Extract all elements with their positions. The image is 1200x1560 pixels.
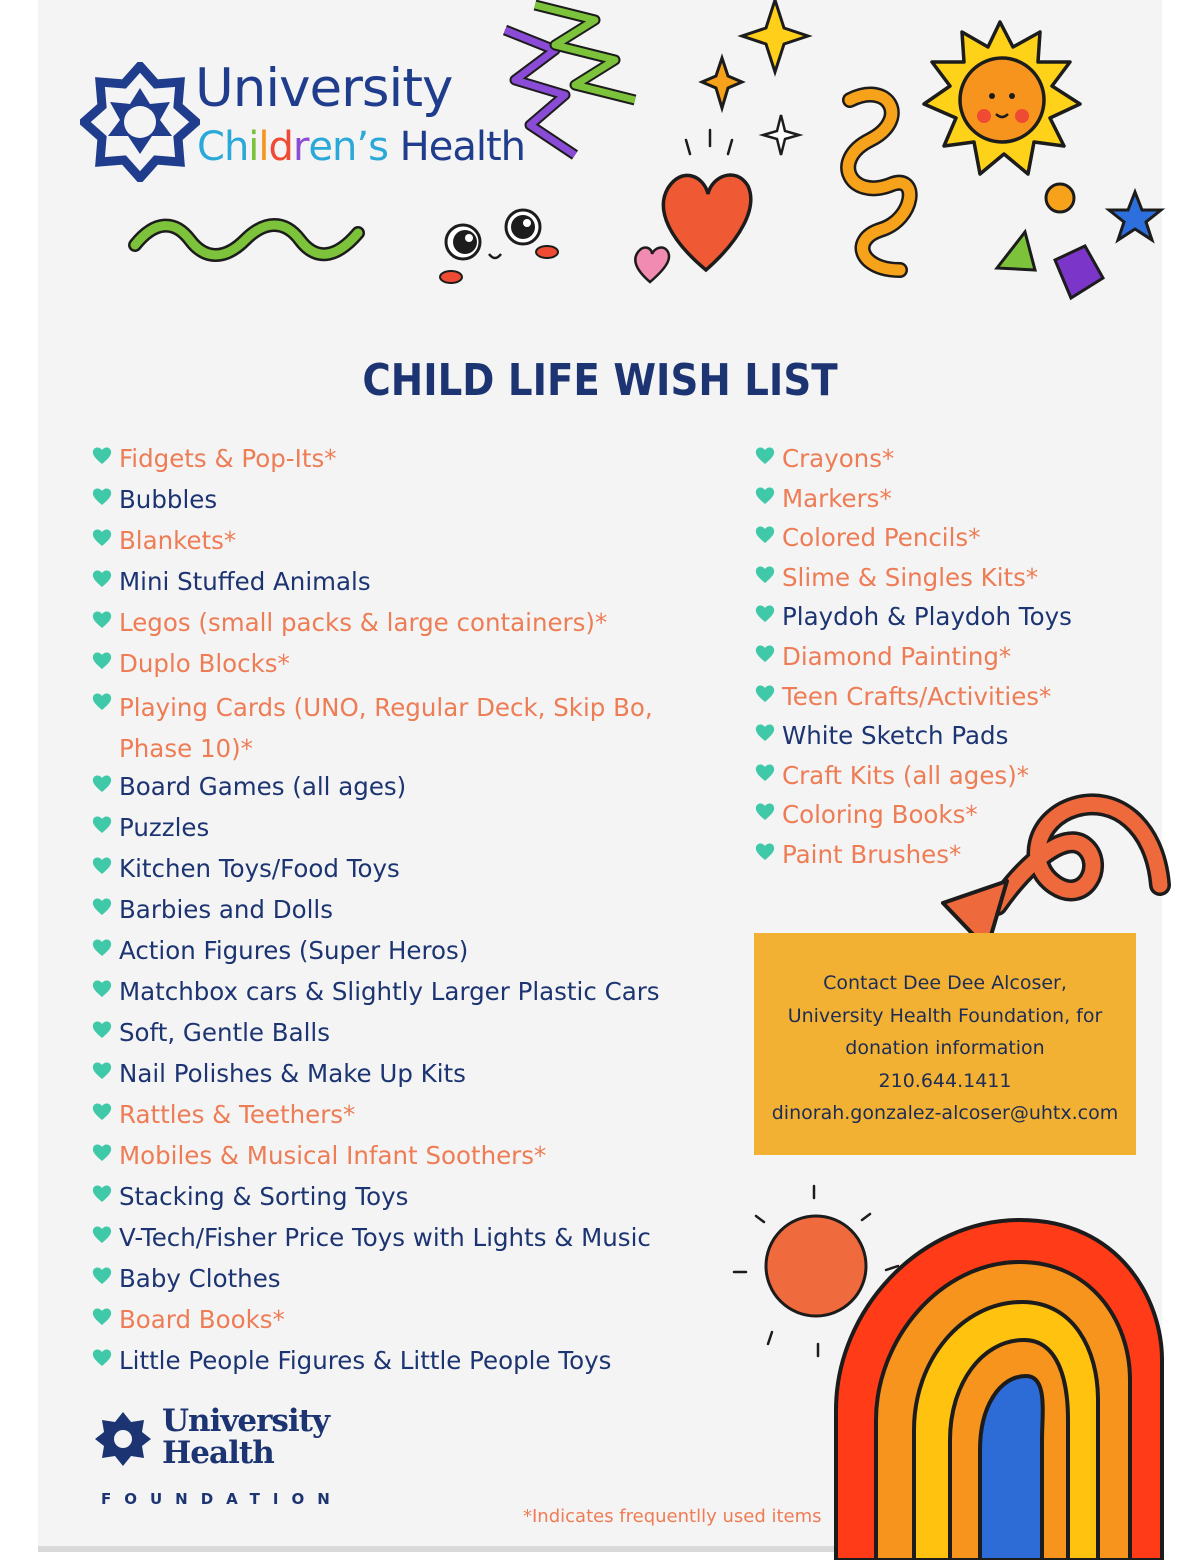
wish-list-item (92, 892, 679, 933)
contact-email[interactable]: dinorah.gonzalez-alcoser@uhtx.com (771, 1102, 1119, 1124)
brand-letter: i (248, 124, 259, 170)
wish-list-item-label: Rattles & Teethers* (119, 1100, 356, 1129)
wish-list-item-label: Blankets* (119, 526, 237, 555)
heart-bullet-icon (92, 855, 112, 875)
green-squiggle-icon (130, 215, 365, 265)
wish-list-item (755, 520, 1072, 560)
wish-list-item-label: Slime & Singles Kits* (782, 562, 1039, 592)
wish-list-item-label: Playdoh & Playdoh Toys (782, 602, 1072, 632)
heart-bullet-icon (755, 603, 775, 623)
wish-list-item (92, 851, 679, 892)
foundation-name (162, 1405, 329, 1469)
heart-bullet-icon (92, 1060, 112, 1080)
heart-bullet-icon (755, 564, 775, 584)
heart-bullet-icon (92, 1265, 112, 1285)
heart-bullet-icon (755, 762, 775, 782)
wish-list-item (92, 769, 679, 810)
brand-letter: n (332, 124, 357, 170)
wish-list-item (92, 1220, 679, 1261)
wish-list-item (92, 687, 679, 769)
heart-bullet-icon (755, 801, 775, 821)
wish-list-item (755, 560, 1072, 600)
heart-bullet-icon (755, 683, 775, 703)
heart-bullet-icon (755, 524, 775, 544)
brand-health-word: Health (399, 124, 525, 170)
wish-list-item-label: Matchbox cars & Slightly Larger Plastic Cars (119, 977, 660, 1006)
contact-line-2: University Health Foundation, for (787, 1004, 1103, 1027)
heart-bullet-icon (755, 485, 775, 505)
contact-box (754, 933, 1136, 1155)
heart-bullet-icon (92, 527, 112, 547)
wish-list-item-label: Craft Kits (all ages)* (782, 760, 1029, 790)
wish-list-item-label: Mini Stuffed Animals (119, 567, 371, 596)
brand-letter: s (368, 124, 388, 170)
university-health-logo-icon (94, 1410, 152, 1468)
foundation-name-line2: Health (162, 1435, 274, 1471)
heart-bullet-icon (92, 445, 112, 465)
children-health-logo-icon (80, 62, 200, 182)
wish-list-item-label: Kitchen Toys/Food Toys (119, 854, 400, 883)
wish-list-item (92, 605, 679, 646)
heart-bullet-icon (92, 978, 112, 998)
heart-bullet-icon (92, 1224, 112, 1244)
wish-list-item-label: Board Games (all ages) (119, 772, 407, 801)
brand-letter: h (223, 124, 249, 170)
wish-list-item-label: Bubbles (119, 485, 218, 514)
heart-bullet-icon (92, 691, 112, 711)
contact-phone[interactable]: 210.644.1411 (878, 1069, 1012, 1092)
rainbow-icon (830, 1200, 1170, 1560)
wish-list-item-label: Little People Figures & Little People Toys (119, 1346, 612, 1375)
wish-list-item-label: Paint Brushes* (782, 839, 962, 869)
shapes-doodle-icon (995, 180, 1165, 305)
small-sparkle-icon (763, 115, 799, 155)
wish-list-item (92, 441, 679, 482)
contact-line-1: Contact Dee Dee Alcoser, (823, 972, 1067, 994)
wish-list-item (92, 1343, 679, 1384)
wish-list-item-label: Fidgets & Pop-Its* (119, 444, 337, 473)
heart-bullet-icon (92, 937, 112, 957)
wish-list-item (755, 481, 1072, 521)
wish-list-item (92, 1097, 679, 1138)
wish-list-item-label: Board Books* (119, 1305, 285, 1334)
page-title: CHILD LIFE WISH LIST (362, 355, 838, 406)
wish-list-item (755, 679, 1072, 719)
contact-line-3: donation information (845, 1037, 1045, 1059)
wish-list-item (92, 564, 679, 605)
heart-bullet-icon (92, 486, 112, 506)
wish-list-item-label: Markers* (782, 483, 892, 513)
cute-face-icon (433, 202, 563, 287)
heart-bullet-icon (755, 841, 775, 861)
zigzag-lines-icon (495, 0, 645, 160)
heart-bullet-icon (92, 896, 112, 916)
wish-list-item (92, 482, 679, 523)
wish-list-item (755, 441, 1072, 481)
brand-letter: e (308, 124, 332, 170)
wish-list-item-label: Playing Cards (UNO, Regular Deck, Skip Bo, Phase 10)* (119, 693, 653, 763)
wish-list-item (92, 933, 679, 974)
heart-bullet-icon (92, 814, 112, 834)
wish-list-item (92, 1015, 679, 1056)
sparkle-stars-icon (700, 0, 810, 120)
brand-letter: C (197, 124, 224, 170)
wish-list-item-label: Diamond Painting* (782, 641, 1012, 671)
heart-bullet-icon (92, 1347, 112, 1367)
heart-bullet-icon (92, 609, 112, 629)
heart-bullet-icon (755, 445, 775, 465)
heart-bullet-icon (92, 650, 112, 670)
wish-list-item (92, 974, 679, 1015)
wish-list-item (755, 639, 1072, 679)
wish-list-item-label: Baby Clothes (119, 1264, 281, 1293)
sun-face-icon (918, 22, 1083, 182)
wish-list-item (755, 718, 1072, 758)
wish-list-item-label: Crayons* (782, 444, 895, 473)
wish-list-item (92, 1056, 679, 1097)
wish-list-item-label: Soft, Gentle Balls (119, 1018, 330, 1047)
wish-list-item-label: Action Figures (Super Heros) (119, 936, 469, 965)
footnote: *Indicates frequentlly used items (523, 1506, 822, 1527)
wish-list-item-label: Teen Crafts/Activities* (782, 681, 1052, 711)
brand-letter: ’ (356, 124, 369, 170)
heart-bullet-icon (92, 1306, 112, 1326)
wish-list-item (755, 599, 1072, 639)
heart-bullet-icon (92, 568, 112, 588)
brand-letter: r (292, 124, 309, 170)
wish-list-item (92, 646, 679, 687)
heart-bullet-icon (92, 1142, 112, 1162)
wish-list-item-label: Coloring Books* (782, 800, 978, 830)
wish-list-item (92, 1179, 679, 1220)
brand-subtitle (197, 124, 525, 170)
wish-list-item-label: Duplo Blocks* (119, 649, 290, 678)
hearts-icon (630, 120, 760, 290)
wish-list-left (92, 441, 679, 1384)
heart-bullet-icon (755, 722, 775, 742)
wish-list-item (92, 810, 679, 851)
heart-bullet-icon (92, 1101, 112, 1121)
wish-list-item (92, 1302, 679, 1343)
heart-bullet-icon (92, 1183, 112, 1203)
foundation-name-line1: University (162, 1403, 329, 1439)
wish-list-item-label: Mobiles & Musical Infant Soothers* (119, 1141, 547, 1170)
spiral-ribbon-icon (820, 80, 930, 280)
wish-list-item-label: Colored Pencils* (782, 523, 981, 553)
brand-name: University (195, 58, 453, 119)
heart-bullet-icon (92, 1019, 112, 1039)
wish-list-item-label: Barbies and Dolls (119, 895, 333, 924)
foundation-label: FOUNDATION (101, 1490, 343, 1508)
wish-list-item-label: Puzzles (119, 813, 210, 842)
wish-list-item (92, 1261, 679, 1302)
wish-list-item (92, 523, 679, 564)
heart-bullet-icon (92, 773, 112, 793)
brand-letter: d (268, 124, 293, 170)
wish-list-item-label: Stacking & Sorting Toys (119, 1182, 409, 1211)
wish-list-item-label: V-Tech/Fisher Price Toys with Lights & Music (119, 1223, 651, 1252)
wish-list-item-label: White Sketch Pads (782, 721, 1009, 751)
brand-children-word (197, 124, 388, 170)
brand-letter: l (258, 124, 269, 170)
curly-arrow-icon (935, 785, 1165, 955)
wish-list-item (92, 1138, 679, 1179)
wish-list-item-label: Nail Polishes & Make Up Kits (119, 1059, 466, 1088)
wish-list-item-label: Legos (small packs & large containers)* (119, 608, 608, 637)
heart-bullet-icon (755, 643, 775, 663)
